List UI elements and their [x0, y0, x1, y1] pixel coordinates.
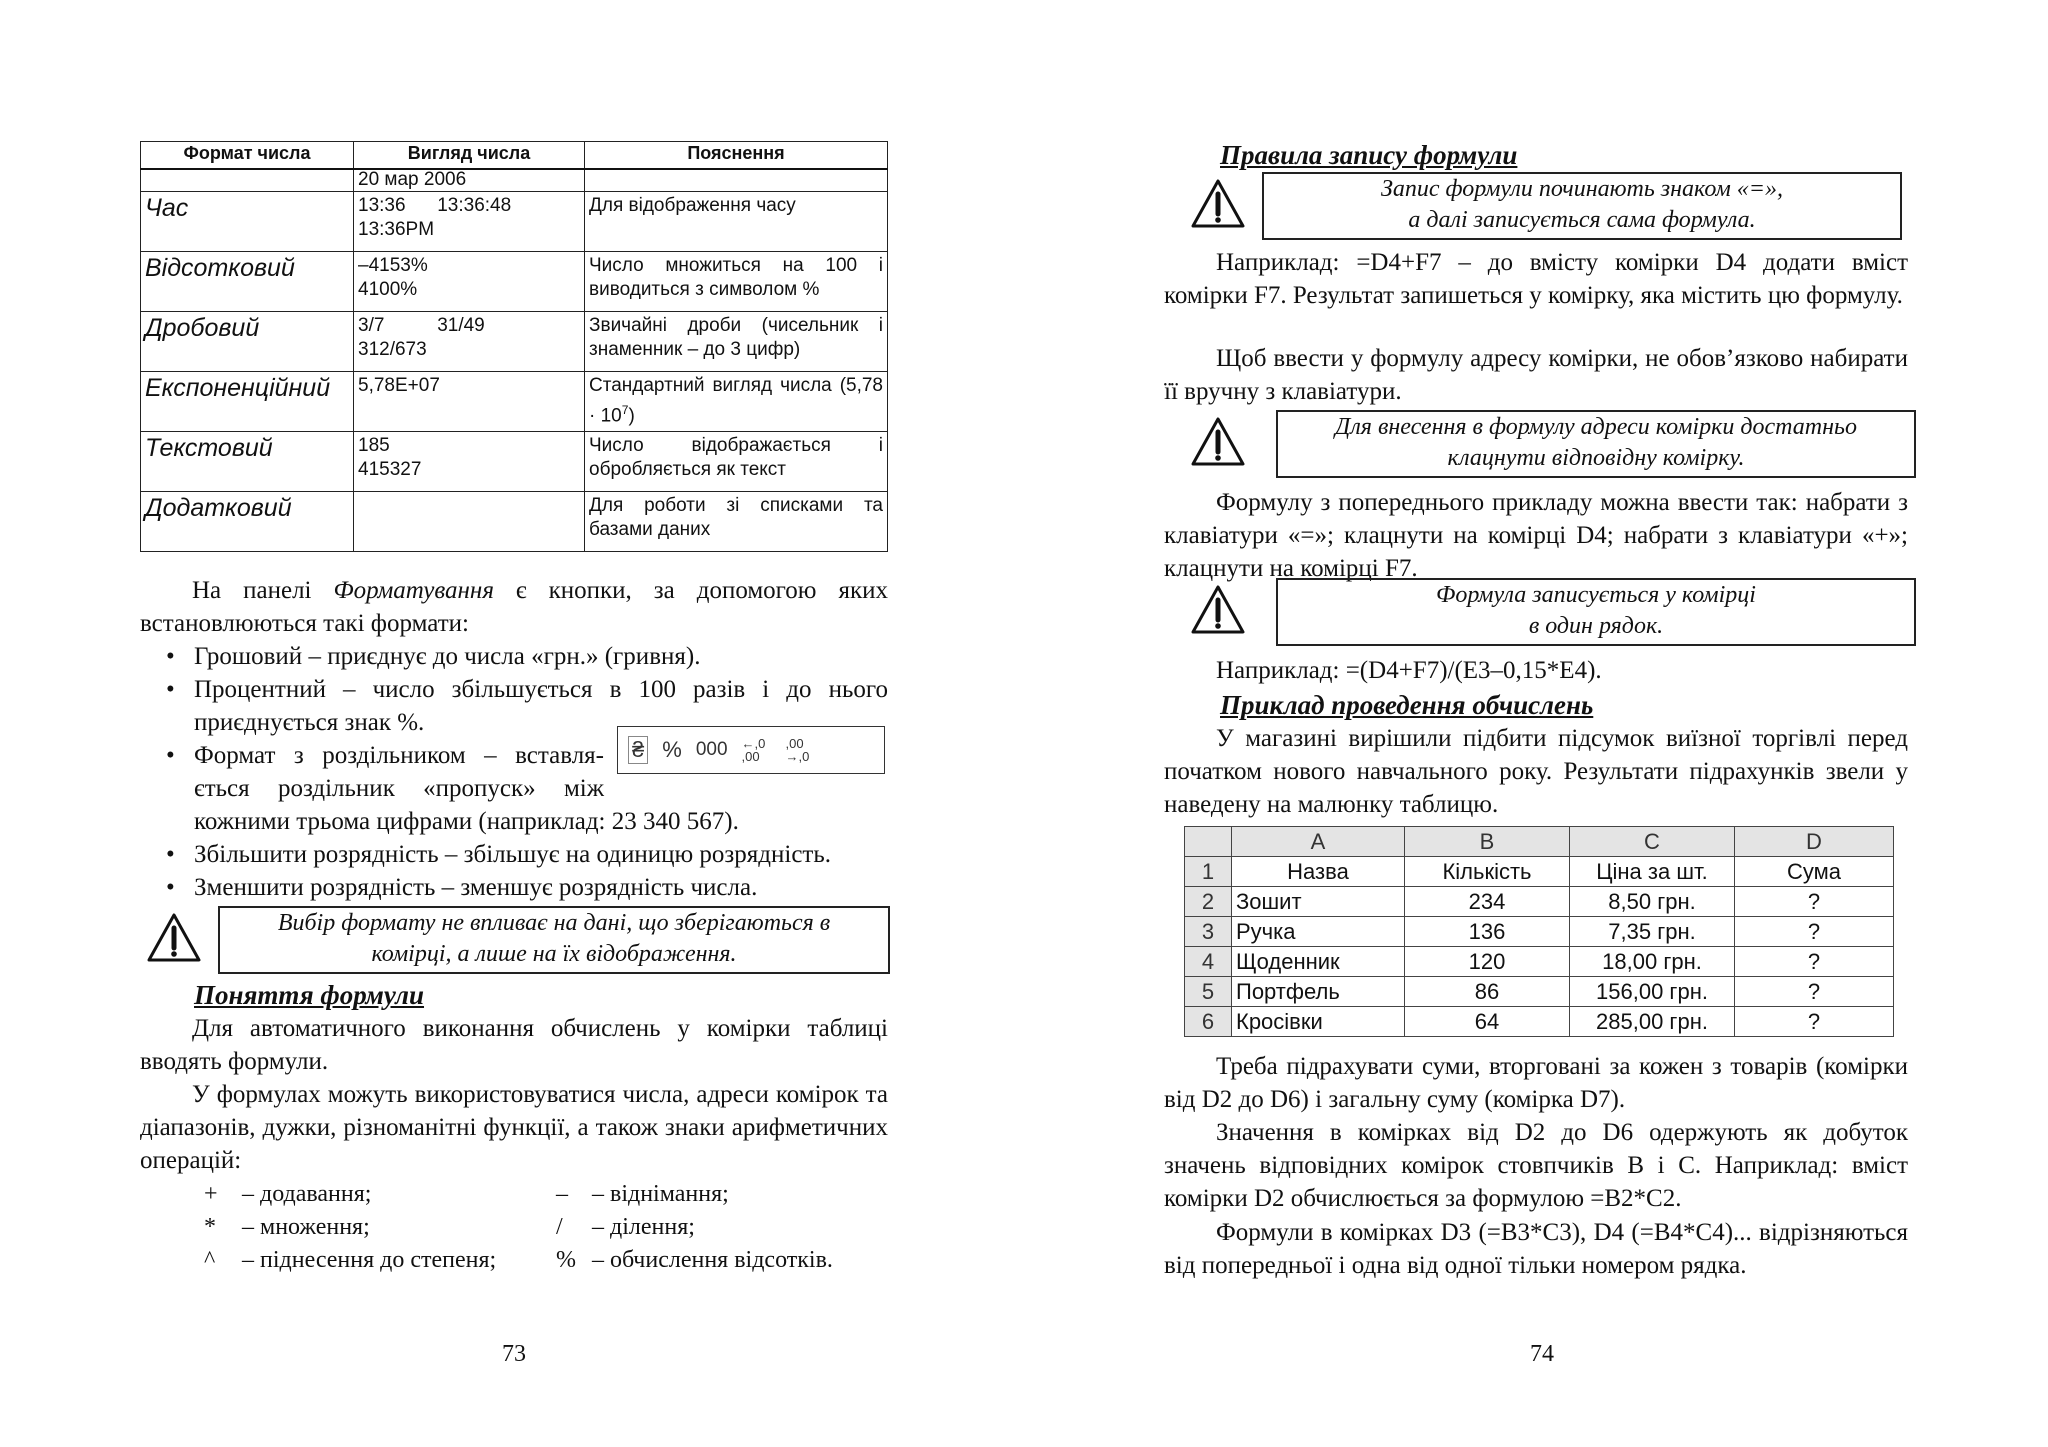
calculation-example-heading: Приклад проведення обчислень — [1220, 690, 1594, 720]
increase-decimal-icon[interactable]: ←,0 ,00 — [741, 736, 766, 764]
cell[interactable]: 64 — [1405, 1007, 1570, 1037]
formula-intro-paragraph: Для автоматичного виконання обчислень у комірки таблиці вводять формули. — [140, 1015, 888, 1075]
format-note: Число множиться на 100 і виводиться з символом % — [585, 251, 888, 311]
cell[interactable]: 234 — [1405, 887, 1570, 917]
row-header[interactable]: 2 — [1185, 887, 1232, 917]
cell[interactable]: 18,00 грн. — [1570, 947, 1735, 977]
formula-start-warning: Запис формули починають знаком «=», а далі записується сама формула. — [1262, 172, 1902, 240]
row-header[interactable]: 3 — [1185, 917, 1232, 947]
example-paragraph: Наприклад: =D4+F7 – до вмісту комірки D4 додати вміст комірки F7. Результат запишеться у комірку, яка містить цю формулу. — [1164, 249, 1908, 309]
row-header[interactable]: 1 — [1185, 857, 1232, 887]
corner-cell[interactable] — [1185, 827, 1232, 857]
format-view: 185 415327 — [354, 431, 585, 491]
right-page — [1024, 0, 2048, 1447]
format-name: Додатковий — [141, 491, 354, 551]
cell-click-warning: Для внесення в формулу адреси комірки достатньо клацнути відповідну комірку. — [1276, 410, 1916, 478]
cell[interactable]: ? — [1735, 1007, 1894, 1037]
page-number: 74 — [1530, 1341, 1554, 1367]
format-view: 13:36 13:36:48 13:36PM — [354, 191, 585, 251]
table-row — [141, 371, 888, 431]
cell[interactable]: 7,35 грн. — [1570, 917, 1735, 947]
address-paragraph: Щоб ввести у формулу адресу комірки, не обов’язково набирати її вручну з клавіатури. — [1164, 345, 1908, 405]
thousands-separator-icon[interactable]: 000 — [695, 739, 728, 760]
format-col-header: Формат числа — [141, 142, 354, 170]
format-name: Дробовий — [141, 311, 354, 371]
list-item: + – додавання; – – віднімання; — [204, 1181, 729, 1207]
sum-task-paragraph: Треба підрахувати суми, вторговані за кожен з товарів (комірки від D2 до D6) і загальну суму (комірка D7). — [1164, 1053, 1908, 1113]
cell[interactable]: 136 — [1405, 917, 1570, 947]
cell[interactable]: ? — [1735, 887, 1894, 917]
cell[interactable]: Зошит — [1232, 887, 1405, 917]
table-row — [1185, 1007, 1894, 1037]
row-header[interactable]: 5 — [1185, 977, 1232, 1007]
list-item: ^ – піднесення до степеня; % – обчислення відсотків. — [204, 1247, 833, 1273]
format-view: –4153% 4100% — [354, 251, 585, 311]
currency-format-icon[interactable]: ₴ — [628, 736, 648, 764]
shop-paragraph: У магазині вирішили підбити підсумок виїзної торгівлі перед початком нового навчального року. Результати підрахунків звели у наведену на малюнку таблицю. — [1164, 725, 1908, 818]
list-item: • Формат з роздільником – вставля- ється роздільник «пропуск» між кожними трьома цифрами (наприклад: 23 340 567). — [166, 742, 739, 835]
list-item: • Збільшити розрядність – збільшує на одиницю розрядність. — [166, 841, 831, 868]
row-number-paragraph: Формули в комірках D3 (=B3*C3), D4 (=B4*C4)... відрізняються від попередньої і одна від одної тільки номером рядка. — [1164, 1219, 1908, 1279]
table-row — [1185, 887, 1894, 917]
list-item: • Зменшити розрядність – зменшує розрядність числа. — [166, 874, 758, 901]
note-col-header: Пояснення — [585, 142, 888, 170]
table-row — [141, 251, 888, 311]
column-header[interactable]: D — [1735, 827, 1894, 857]
formula-content-paragraph: У формулах можуть використовуватися числа, адреси комірок та діапазонів, дужки, різноманітні функції, а також знаки арифметичних операцій: — [140, 1081, 888, 1174]
format-name: Відсотковий — [141, 251, 354, 311]
cell[interactable]: ? — [1735, 977, 1894, 1007]
cell[interactable]: Назва — [1232, 857, 1405, 887]
format-name — [141, 169, 354, 191]
cell[interactable]: 86 — [1405, 977, 1570, 1007]
percent-format-icon[interactable]: % — [662, 737, 682, 762]
column-header[interactable]: B — [1405, 827, 1570, 857]
cell[interactable]: Ручка — [1232, 917, 1405, 947]
cell[interactable]: ? — [1735, 947, 1894, 977]
cell[interactable]: 8,50 грн. — [1570, 887, 1735, 917]
warning-icon — [1190, 584, 1246, 636]
format-note — [585, 169, 888, 191]
table-row — [141, 431, 888, 491]
table-row — [141, 311, 888, 371]
row-header[interactable]: 4 — [1185, 947, 1232, 977]
table-row — [1185, 917, 1894, 947]
list-item: • Процентний – число збільшується в 100 разів і до нього приєднується знак %. — [166, 676, 888, 736]
list-item: * – множення; / – ділення; — [204, 1214, 695, 1240]
cell[interactable]: Щоденник — [1232, 947, 1405, 977]
warning-icon — [1190, 178, 1246, 230]
cell[interactable]: Кількість — [1405, 857, 1570, 887]
formatting-intro: На панелі Форматування є кнопки, за допомогою яких встановлюються такі формати: — [140, 577, 888, 637]
single-line-warning: Формула записується у комірці в один рядок. — [1276, 578, 1916, 646]
cell[interactable]: 156,00 грн. — [1570, 977, 1735, 1007]
format-note: Для відображення часу — [585, 191, 888, 251]
view-col-header: Вигляд числа — [354, 142, 585, 170]
format-view: 5,78E+07 — [354, 371, 585, 431]
cell[interactable]: 120 — [1405, 947, 1570, 977]
formula-concept-heading: Поняття формули — [194, 980, 425, 1010]
format-table-header — [141, 142, 888, 170]
format-view — [354, 491, 585, 551]
format-name: Експоненційний — [141, 371, 354, 431]
entry-steps-paragraph: Формулу з попереднього прикладу можна ввести так: набрати з клавіатури «=»; клацнути на комірці D4; набрати з клавіатури «+»; клацнути на комірці F7. — [1164, 489, 1908, 582]
number-format-toolbar — [617, 726, 885, 774]
warning-icon — [1190, 416, 1246, 468]
cell[interactable]: Портфель — [1232, 977, 1405, 1007]
table-row — [141, 191, 888, 251]
list-item: • Грошовий – приєднує до числа «грн.» (гривня). — [166, 643, 701, 670]
product-paragraph: Значення в комірках від D2 до D6 одержують як добуток значень відповідних комірок стовпчиків B і C. Наприклад: вміст комірки D2 обчислюється за формулою =B2*C2. — [1164, 1119, 1908, 1212]
table-row — [141, 169, 888, 191]
format-note: Число відображається і обробляється як текст — [585, 431, 888, 491]
format-note: Для роботи зі списками та базами даних — [585, 491, 888, 551]
column-header-row — [1185, 827, 1894, 857]
page-number: 73 — [502, 1341, 526, 1367]
spreadsheet-table — [1184, 826, 1894, 1037]
column-header[interactable]: A — [1232, 827, 1405, 857]
table-row — [141, 491, 888, 551]
table-row — [1185, 947, 1894, 977]
cell[interactable]: Сума — [1735, 857, 1894, 887]
operations-list — [204, 1178, 833, 1277]
cell[interactable]: ? — [1735, 917, 1894, 947]
format-name: Час — [141, 191, 354, 251]
table-row — [1185, 857, 1894, 887]
warning-icon — [146, 912, 202, 964]
cell[interactable]: 285,00 грн. — [1570, 1007, 1735, 1037]
formula-rules-heading: Правила запису формули — [1220, 140, 1518, 170]
format-name: Текстовий — [141, 431, 354, 491]
decrease-decimal-icon[interactable]: ,00 →,0 — [785, 736, 810, 764]
formula-example: Наприклад: =(D4+F7)/(E3–0,15*E4). — [1216, 657, 1602, 684]
cell[interactable]: Ціна за шт. — [1570, 857, 1735, 887]
format-view: 20 мар 2006 — [354, 169, 585, 191]
number-format-table — [140, 141, 888, 552]
format-note: Звичайні дроби (чисельник і знаменник – до 3 цифр) — [585, 311, 888, 371]
table-row — [1185, 977, 1894, 1007]
row-header[interactable]: 6 — [1185, 1007, 1232, 1037]
column-header[interactable]: C — [1570, 827, 1735, 857]
format-note: Стандартний вигляд числа $(5,78 \cdot 10^7)$ — [585, 371, 888, 431]
cell[interactable]: Кросівки — [1232, 1007, 1405, 1037]
format-view: 3/7 31/49 312/673 — [354, 311, 585, 371]
format-warning-box: Вибір формату не впливає на дані, що зберігаються в комірці, а лише на їх відображення. — [218, 906, 890, 974]
